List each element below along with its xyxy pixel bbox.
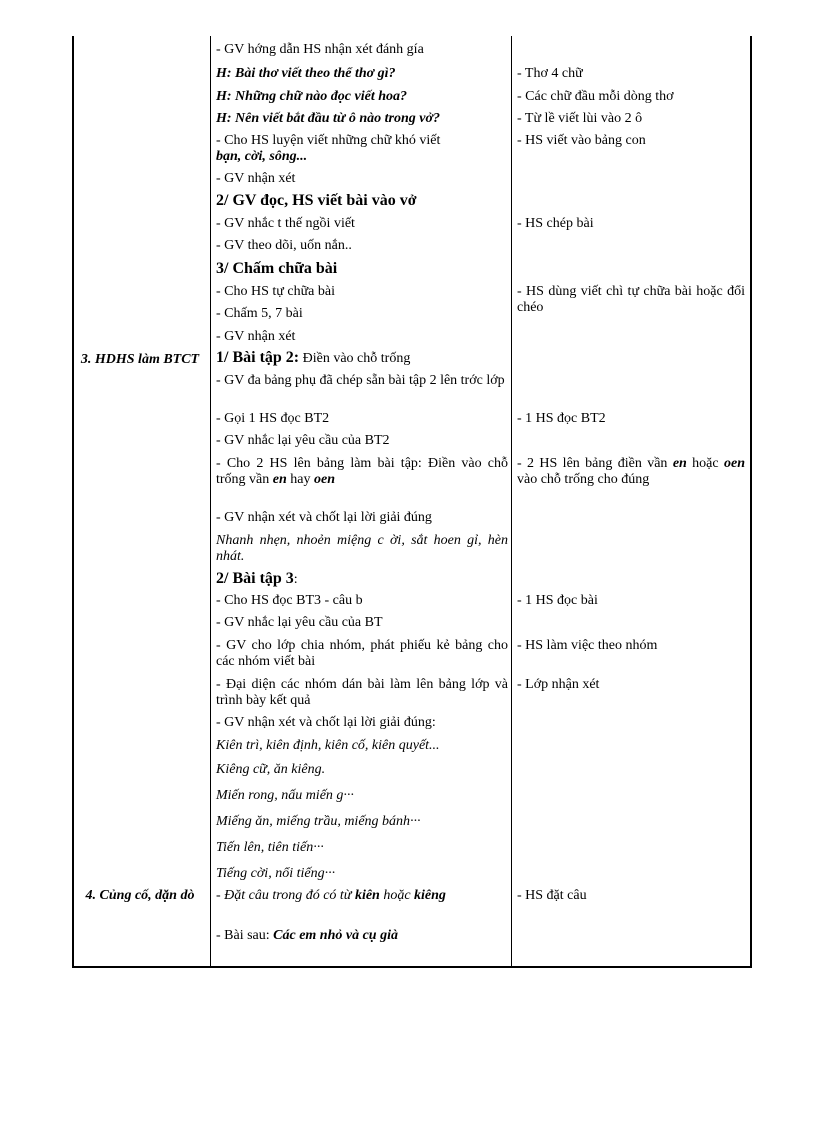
teacher-line: - Cho HS tự chữa bài	[216, 284, 335, 299]
answer-line: Miến rong, nấu miến g···	[216, 788, 354, 803]
student-line: - HS đặt câu	[517, 888, 587, 903]
column-divider-1	[210, 36, 211, 966]
next-lesson-title: Các em nhỏ và cụ già	[273, 928, 398, 943]
subheading: 3/ Chấm chữa bài	[216, 260, 338, 277]
teacher-line: - GV nhắc t thế ngồi viết	[216, 216, 355, 231]
teacher-line: - Đại diện các nhóm dán bài làm lên bảng lớp và trình bày kết quả	[216, 677, 508, 708]
text: - Cho 2 HS lên bảng làm bài tập: Điền vào chỗ trống vần	[216, 456, 508, 487]
answer-line: Tiến lên, tiên tiến···	[216, 840, 324, 855]
text: :	[293, 572, 298, 587]
teacher-line	[216, 888, 508, 904]
teacher-line: - GV hớng dẫn HS nhận xét đánh gía	[216, 42, 424, 57]
teacher-line: - GV nhắc lại yêu cầu của BT	[216, 615, 383, 630]
text: - Đặt câu trong đó có từ	[216, 888, 355, 903]
teacher-line	[216, 456, 508, 488]
student-line: - HS chép bài	[517, 216, 594, 231]
subheading: 2/ GV đọc, HS viết bài vào vở	[216, 192, 417, 209]
answer-line: Miếng ăn, miếng trầu, miếng bánh···	[216, 814, 421, 829]
student-line: - 1 HS đọc BT2	[517, 411, 606, 426]
teacher-line: - GV đa bảng phụ đã chép sẵn bài tập 2 lên trớc lớp	[216, 373, 505, 388]
text: hoặc	[379, 888, 415, 903]
exercise-label: 2/ Bài tập 3	[216, 570, 294, 587]
teacher-line: - Cho HS luyện viết những chữ khó viết	[216, 133, 441, 148]
teacher-line: - Chấm 5, 7 bài	[216, 306, 303, 321]
teacher-line: - GV nhắc lại yêu cầu của BT2	[216, 433, 390, 448]
text: - 2 HS lên bảng điền vần	[517, 456, 673, 471]
answer-line: Kiên trì, kiên định, kiên cố, kiên quyết...	[216, 738, 440, 753]
rhyme-en: en	[272, 472, 287, 487]
rhyme-oen: oen	[724, 456, 745, 471]
word-kieng: kiêng	[414, 888, 446, 903]
section-title-btct: 3. HDHS làm BTCT	[80, 352, 200, 367]
teacher-line: - GV nhận xét	[216, 329, 296, 344]
student-line: - HS viết vào bảng con	[517, 133, 646, 148]
student-line: - Từ lề viết lùi vào 2 ô	[517, 111, 643, 126]
student-line	[517, 456, 745, 488]
student-line: - Các chữ đầu mỗi dòng thơ	[517, 89, 674, 104]
teacher-line: - Gọi 1 HS đọc BT2	[216, 411, 330, 426]
text: vào chỗ trống cho đúng	[517, 472, 650, 487]
answer-line: Nhanh nhẹn, nhoẻn miệng c ời, sắt hoen gỉ, hèn nhát.	[216, 533, 508, 564]
answer-line: Tiếng cời, nổi tiếng···	[216, 866, 336, 881]
student-line: - HS làm việc theo nhóm	[517, 638, 658, 653]
teacher-line: - GV nhận xét và chốt lại lời giải đúng:	[216, 715, 436, 730]
text: hay	[286, 472, 314, 487]
question-line: H: Bài thơ viết theo thể thơ gì?	[216, 66, 396, 81]
answer-line: Kiêng cữ, ăn kiêng.	[216, 762, 326, 777]
teacher-line: - GV nhận xét và chốt lại lời giải đúng	[216, 510, 432, 525]
subheading	[216, 350, 508, 367]
text: - Bài sau:	[216, 928, 274, 943]
teacher-line: - GV cho lớp chia nhóm, phát phiếu kẻ bảng cho các nhóm viết bài	[216, 638, 508, 669]
student-line: - HS dùng viết chì tự chữa bài hoặc đổi chéo	[517, 284, 745, 315]
rhyme-oen: oen	[313, 472, 335, 487]
student-line: - Thơ 4 chữ	[517, 66, 583, 81]
rhyme-en: en	[672, 456, 687, 471]
teacher-line: - Cho HS đọc BT3 - câu b	[216, 593, 363, 608]
student-line: - Lớp nhận xét	[517, 677, 600, 692]
section-title-cung-co: 4. Củng cố, dặn dò	[85, 888, 195, 903]
teacher-line	[216, 928, 508, 944]
column-divider-2	[511, 36, 512, 966]
text: hoặc	[686, 456, 724, 471]
student-line: - 1 HS đọc bài	[517, 593, 598, 608]
teacher-line: - GV theo dõi, uốn nắn..	[216, 238, 352, 253]
exercise-label: 1/ Bài tập 2:	[216, 349, 300, 366]
example-words: bạn, cời, sông...	[216, 149, 308, 164]
teacher-line: - GV nhận xét	[216, 171, 296, 186]
question-line: H: Những chữ nào đọc viết hoa?	[216, 89, 408, 104]
subheading	[216, 571, 508, 588]
exercise-desc: Điền vào chỗ trống	[299, 351, 411, 366]
word-kien: kiên	[354, 888, 380, 903]
question-line: H: Nên viết bắt đầu từ ô nào trong vở?	[216, 111, 440, 126]
